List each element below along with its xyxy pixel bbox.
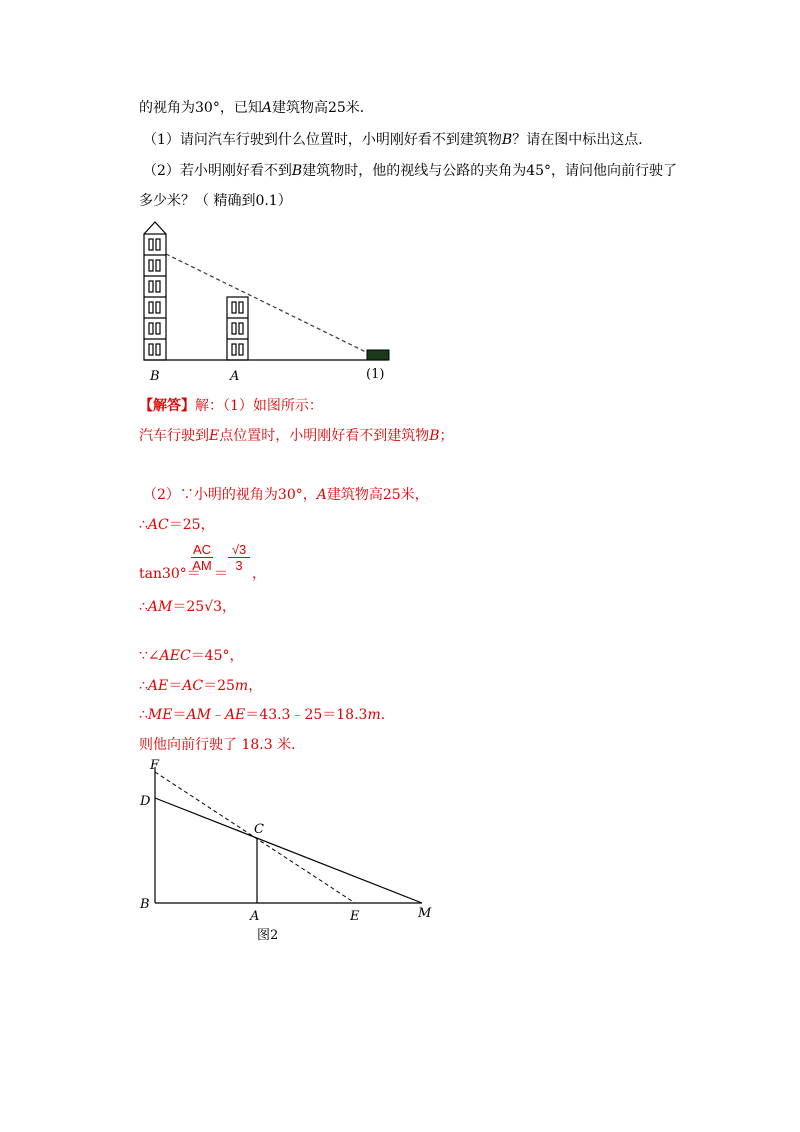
tan-numerator: AC	[192, 542, 212, 557]
car	[367, 350, 389, 360]
tan-denominator-2: 3	[235, 558, 243, 573]
window	[156, 302, 160, 313]
figure-2-diagram	[135, 754, 440, 946]
window	[149, 323, 153, 334]
answer-step-7: ∴AE＝AC＝25m，	[139, 678, 263, 694]
label-c: C	[254, 822, 264, 837]
window	[156, 281, 160, 292]
tan-fraction-2	[228, 542, 250, 573]
tan-end: ，	[252, 566, 266, 582]
label-1: (1)	[366, 367, 385, 382]
question-1: （1）请问汽车行驶到什么位置时，小明刚好看不到建筑物B？请在图中标出这点．	[143, 132, 653, 148]
answer-step-3: ∴AC＝25，	[139, 517, 215, 533]
window	[149, 281, 153, 292]
tan-denominator: AM	[192, 558, 212, 573]
segment-fe	[155, 772, 355, 903]
tan-fraction-1	[191, 542, 213, 573]
window	[149, 239, 153, 250]
window	[232, 302, 236, 313]
label-b: B	[140, 897, 150, 912]
sight-line	[166, 254, 370, 354]
tan-numerator-2: √3	[228, 542, 250, 558]
window	[239, 323, 243, 334]
answer-heading: 【解答】解：（1）如图所示：	[139, 398, 323, 414]
label-a: A	[250, 909, 260, 924]
window	[156, 260, 160, 271]
question-2-cont: 多少米？（ 精确到0.1）	[139, 193, 292, 209]
label-b: B	[150, 369, 160, 384]
answer-step-5: ∴AM＝25√3，	[139, 599, 237, 615]
tan-equals: ＝	[214, 566, 228, 582]
answer-step-6: ∵∠AEC＝45°，	[139, 648, 244, 664]
window	[232, 344, 236, 355]
window	[232, 323, 236, 334]
window	[156, 344, 160, 355]
answer-conclusion: 则他向前行驶了 18.3 米．	[139, 737, 306, 753]
window	[239, 344, 243, 355]
window	[239, 302, 243, 313]
figure-caption: 图2	[257, 928, 279, 943]
tan30-label: tan30°＝	[139, 566, 201, 582]
label-a: A	[230, 369, 240, 384]
answer-step-8: ∴ME＝AM﹣AE＝43.3﹣25＝18.3m．	[139, 707, 395, 723]
problem-line-1: 的视角为30°，已知A建筑物高25米．	[139, 100, 374, 116]
figure-1-buildings	[138, 218, 398, 388]
answer-step-2: （2）∵小明的视角为30°，A建筑物高25米，	[143, 487, 429, 503]
building-a	[227, 297, 248, 360]
window	[149, 302, 153, 313]
window	[149, 260, 153, 271]
label-e: E	[350, 909, 360, 924]
label-m: M	[418, 906, 432, 921]
label-d: D	[140, 794, 151, 809]
window	[156, 239, 160, 250]
window	[156, 323, 160, 334]
window	[149, 344, 153, 355]
label-f: F	[150, 758, 160, 773]
segment-dm	[155, 798, 422, 903]
building-b	[144, 222, 166, 360]
answer-step-1: 汽车行驶到E点位置时，小明刚好看不到建筑物B；	[139, 428, 454, 444]
question-2: （2）若小明刚好看不到B建筑物时，他的视线与公路的夹角为45°，请问他向前行驶了	[143, 163, 678, 179]
